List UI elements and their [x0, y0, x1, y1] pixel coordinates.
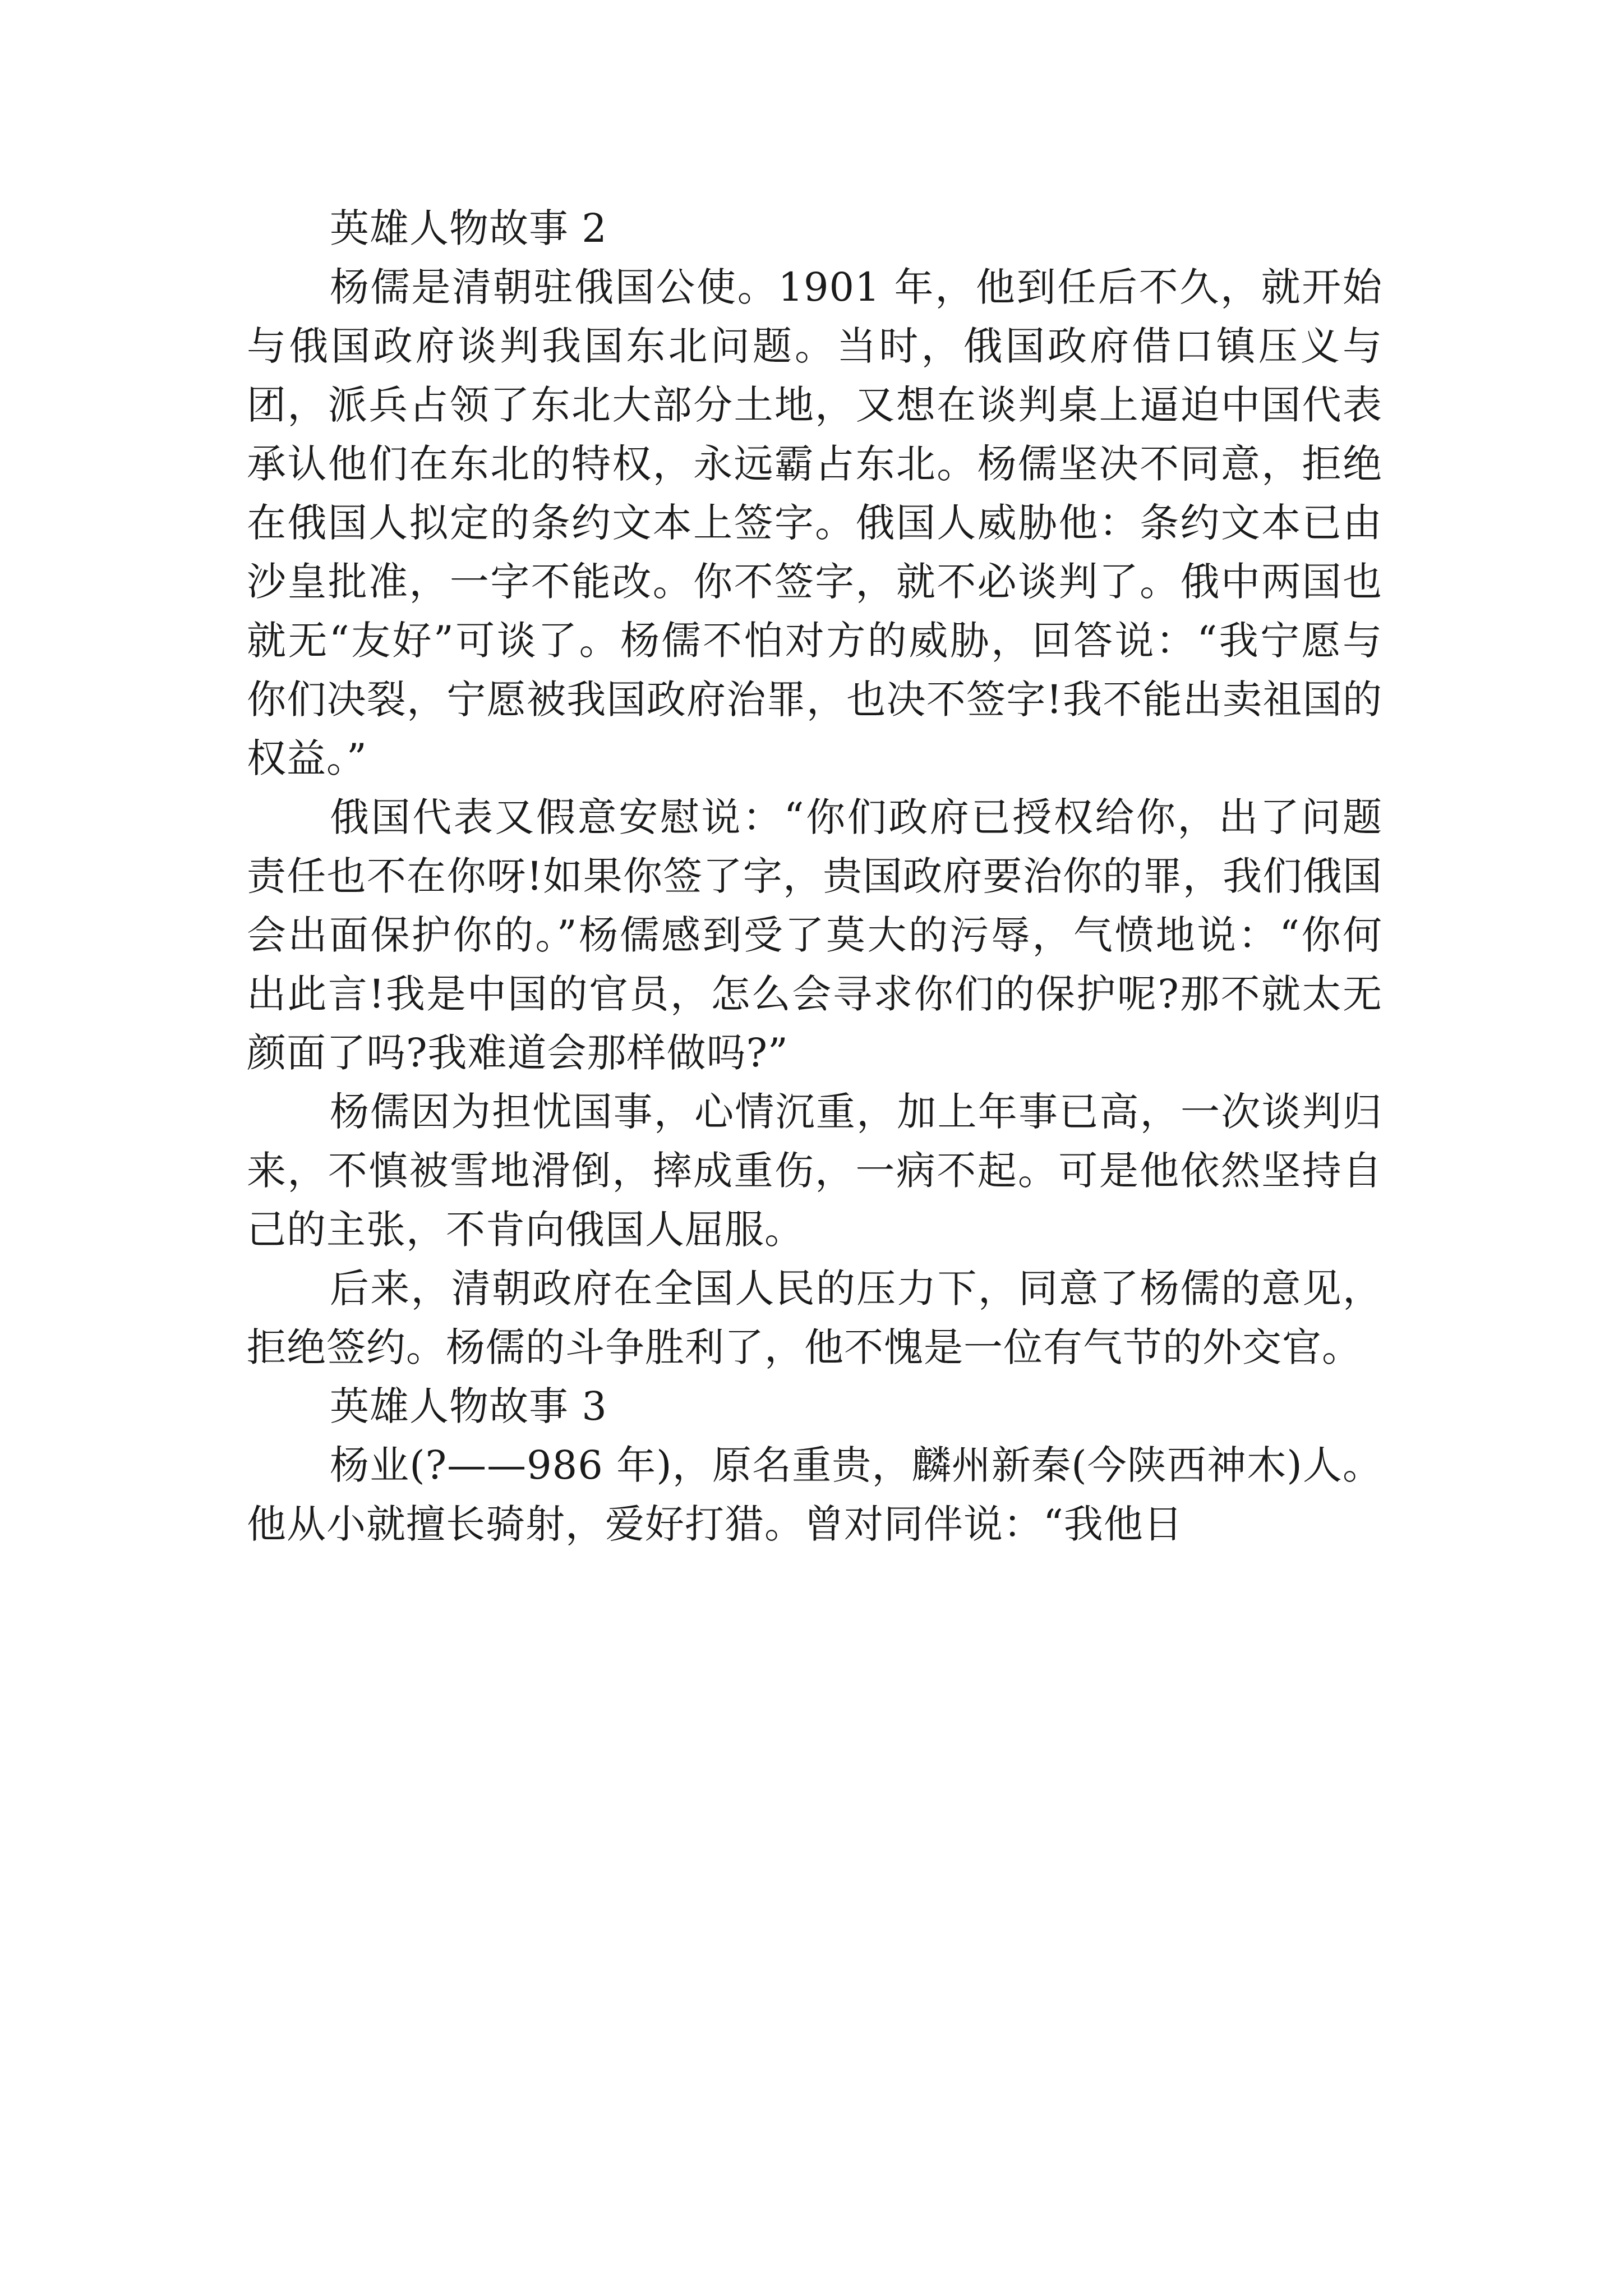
paragraph: 后来，清朝政府在全国人民的压力下，同意了杨儒的意见，拒绝签约。杨儒的斗争胜利了，他不愧是一位有气节的外交官。 — [247, 1266, 1382, 1370]
document-body — [247, 199, 1382, 1554]
paragraph: 杨儒因为担忧国事，心情沉重，加上年事已高，一次谈判归来，不慎被雪地滑倒，摔成重伤，一病不起。可是他依然坚持自己的主张，不肯向俄国人屈服。 — [247, 1089, 1382, 1253]
paragraph: 杨业(?——986 年)，原名重贵，麟州新秦(今陕西神木)人。他从小就擅长骑射，爱好打猎。曾对同伴说：“我他日 — [247, 1442, 1382, 1547]
section-heading: 英雄人物故事 3 — [330, 1383, 607, 1429]
paragraph: 俄国代表又假意安慰说：“你们政府已授权给你，出了问题责任也不在你呀!如果你签了字，贵国政府要治你的罪，我们俄国会出面保护你的。”杨儒感到受了莫大的污辱，气愤地说：“你何出此言!我是中国的官员，怎么会寻求你们的保护呢?那不就太无颜面了吗?我难道会那样做吗?” — [247, 794, 1382, 1076]
section-heading: 英雄人物故事 2 — [330, 205, 607, 251]
paragraph: 杨儒是清朝驻俄国公使。1901 年，他到任后不久，就开始与俄国政府谈判我国东北问题。当时，俄国政府借口镇压义与团，派兵占领了东北大部分土地，又想在谈判桌上逼迫中国代表承认他们在东北的特权，永远霸占东北。杨儒坚决不同意，拒绝在俄国人拟定的条约文本上签字。俄国人威胁他：条约文本已由沙皇批准，一字不能改。你不签字，就不必谈判了。俄中两国也就无“友好”可谈了。杨儒不怕对方的威胁，回答说：“我宁愿与你们决裂，宁愿被我国政府治罪，也决不签字!我不能出卖祖国的权益。” — [247, 264, 1382, 781]
